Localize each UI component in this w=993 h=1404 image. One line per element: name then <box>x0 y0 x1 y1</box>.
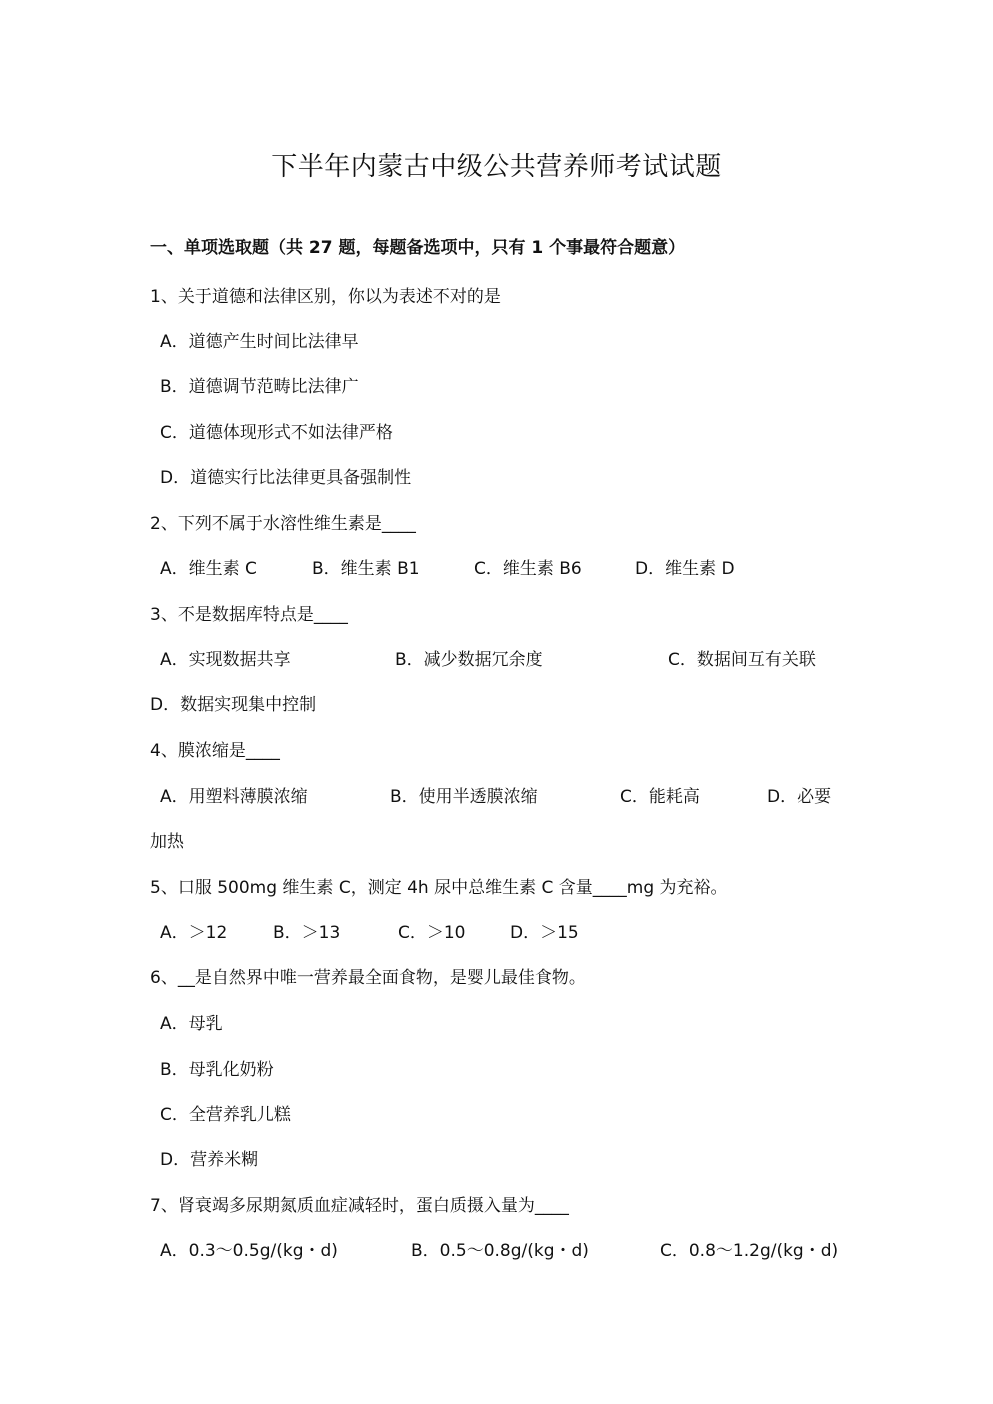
section-heading: 一、单项选取题（共 27 题，每题备选项中，只有 1 个事最符合题意） <box>150 238 686 258</box>
question-7-option-b: B．0.5～0.8g/(kg・d) <box>411 1241 589 1261</box>
question-7-stem: 7、肾衰竭多尿期氮质血症减轻时，蛋白质摄入量为____ <box>150 1196 569 1216</box>
question-2-option-c: C．维生素 B6 <box>474 559 582 579</box>
question-3-option-b: B．减少数据冗余度 <box>395 650 543 670</box>
question-5-option-d: D．＞15 <box>510 923 579 943</box>
question-3-option-c: C．数据间互有关联 <box>668 650 816 670</box>
question-6-option-b: B．母乳化奶粉 <box>160 1060 274 1080</box>
question-4-option-a: A．用塑料薄膜浓缩 <box>160 787 308 807</box>
question-6-option-c: C．全营养乳儿糕 <box>160 1105 291 1125</box>
question-3-option-d: D．数据实现集中控制 <box>150 695 317 715</box>
question-4-stem: 4、膜浓缩是____ <box>150 741 280 761</box>
question-1-option-c: C．道德体现形式不如法律严格 <box>160 423 393 443</box>
question-2-option-b: B．维生素 B1 <box>312 559 420 579</box>
question-5-option-a: A．＞12 <box>160 923 228 943</box>
question-4-option-c: C．能耗高 <box>620 787 700 807</box>
question-5-stem: 5、口服 500mg 维生素 C，测定 4h 尿中总维生素 C 含量____mg 为充裕。 <box>150 878 728 898</box>
question-1-option-a: A．道德产生时间比法律早 <box>160 332 359 352</box>
question-6-option-d: D．营养米糊 <box>160 1150 259 1170</box>
question-4-option-b: B．使用半透膜浓缩 <box>390 787 538 807</box>
question-3-option-a: A．实现数据共享 <box>160 650 291 670</box>
question-5-option-b: B．＞13 <box>273 923 341 943</box>
question-5-option-c: C．＞10 <box>398 923 466 943</box>
question-6-option-a: A．母乳 <box>160 1014 223 1034</box>
question-1-option-b: B．道德调节范畴比法律广 <box>160 377 359 397</box>
question-6-stem: 6、__是自然界中唯一营养最全面食物，是婴儿最佳食物。 <box>150 968 586 988</box>
question-4-option-d: D．必要 <box>767 787 832 807</box>
question-1-option-d: D．道德实行比法律更具备强制性 <box>160 468 412 488</box>
question-4-option-d-continued: 加热 <box>150 832 184 852</box>
question-3-stem: 3、不是数据库特点是____ <box>150 605 348 625</box>
question-7-option-c: C．0.8～1.2g/(kg・d) <box>660 1241 839 1261</box>
document-title: 下半年内蒙古中级公共营养师考试试题 <box>271 152 722 182</box>
question-1-stem: 1、关于道德和法律区别，你以为表述不对的是 <box>150 287 501 307</box>
question-2-option-a: A．维生素 C <box>160 559 257 579</box>
question-7-option-a: A．0.3～0.5g/(kg・d) <box>160 1241 338 1261</box>
question-2-stem: 2、下列不属于水溶性维生素是____ <box>150 514 416 534</box>
question-2-option-d: D．维生素 D <box>635 559 735 579</box>
